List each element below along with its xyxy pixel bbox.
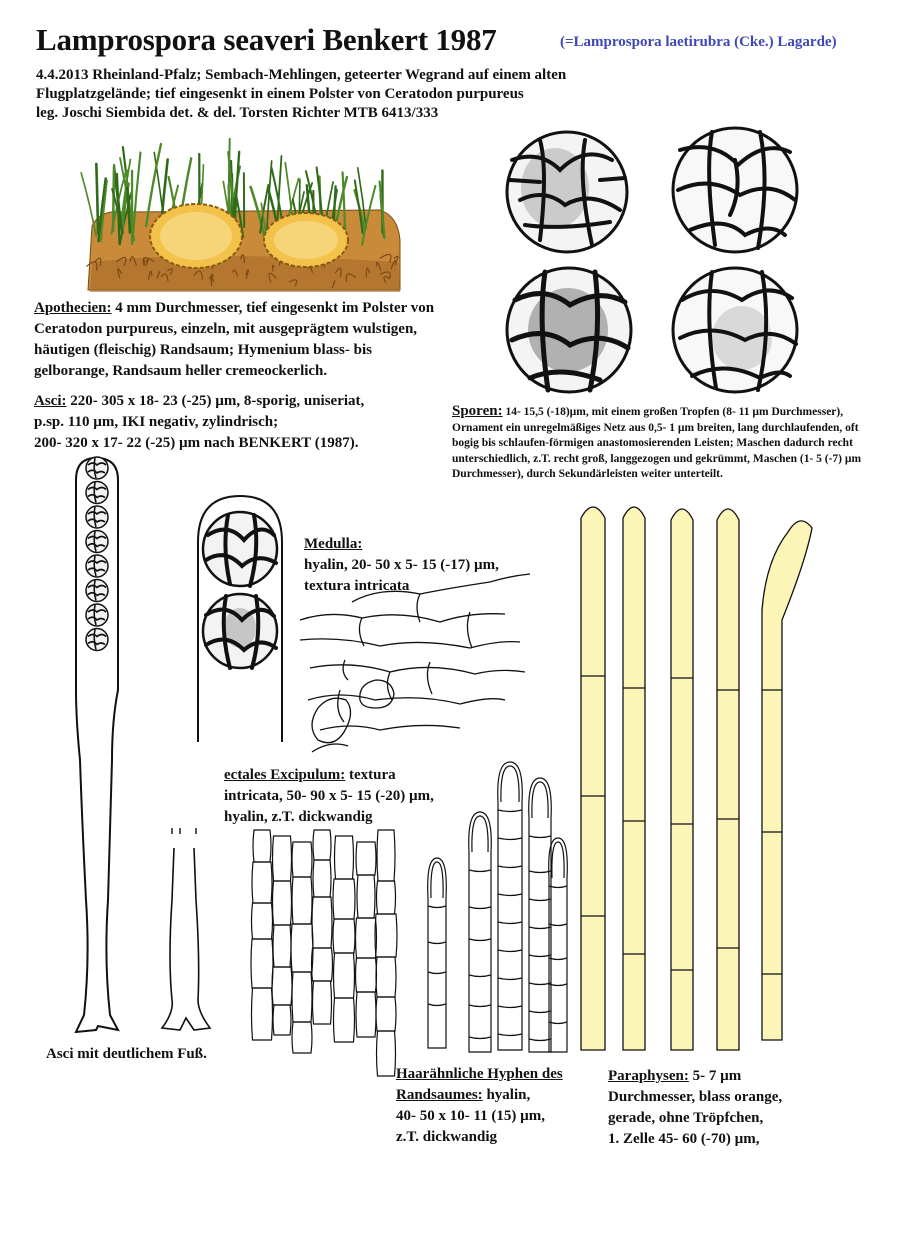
medulla-heading: Medulla: <box>304 536 363 552</box>
excipulum-cell-chain <box>272 836 292 1035</box>
moss-blade <box>223 182 231 235</box>
moss-blade <box>127 187 130 232</box>
moss-blade <box>122 170 127 232</box>
ascus-spore <box>203 594 277 668</box>
ascus-spore-small <box>86 506 108 528</box>
moss-blade <box>122 184 129 231</box>
moss-blade <box>117 174 120 243</box>
moss-blade <box>113 166 114 231</box>
excipulum-cell-chain <box>291 842 313 1053</box>
moss-blade <box>293 199 301 240</box>
moss-blade <box>232 174 233 243</box>
metadata-line: Flugplatzgelände; tief eingesenkt in einem Polster von Ceratodon purpureus <box>36 86 524 102</box>
haar-hyphen-description: Haarähnliche Hyphen des Randsaumes: hyalin, 40- 50 x 10- 11 (15) µm, z.T. dickwandig <box>396 1066 563 1145</box>
moss-blade <box>277 156 282 234</box>
moss-blade <box>146 144 161 226</box>
substrate-fiber <box>233 270 238 276</box>
substrate-fiber <box>246 270 249 279</box>
moss-blade <box>169 177 179 233</box>
moss-blade <box>332 177 347 244</box>
substrate-fiber <box>130 257 136 265</box>
substrate-fiber <box>308 264 312 272</box>
sporen-description: Sporen: 14- 15,5 (-18)µm, mit einem großen Tropfen (8- 11 µm Durchmesser), Ornament ein unregelmäßiges Netz aus 0,5- 1 µm breiten, lang durchlaufenden, oft bogig bis schlaufen-förmigen anastomosierenden Leisten; Maschen dadurch recht unterschiedlich, z.T. recht groß, langgezogen und gekrümmt, Maschen (1- 5 (-7) µm Durchmesser), durch Sekundärleisten weiter unterteilt. <box>452 403 862 480</box>
paraphysis <box>581 507 605 1050</box>
substrate-fiber <box>380 254 391 262</box>
apothecium-right <box>264 213 348 267</box>
paraphysis <box>623 507 645 1050</box>
substrate-fiber <box>285 259 292 267</box>
moss-blade <box>235 191 243 237</box>
moss-blade <box>322 182 333 244</box>
substrate-fiber <box>161 274 168 281</box>
moss-blade <box>123 147 132 235</box>
ascus-spore-small <box>86 580 108 602</box>
moss-blade <box>380 182 385 239</box>
substrate-fiber <box>143 258 154 266</box>
ascus-spore-small <box>86 482 108 504</box>
spore <box>507 268 631 392</box>
ascus-spore-small <box>86 604 108 626</box>
collection-metadata <box>36 66 566 123</box>
paraphysis <box>671 509 693 1050</box>
moss-blade <box>121 160 131 227</box>
substrate-fiber <box>87 262 97 270</box>
asci-heading: Asci: <box>34 393 67 409</box>
substrate-fiber <box>209 260 214 266</box>
moss-blade <box>299 179 300 229</box>
hair-hypha <box>498 762 523 1050</box>
moss-blade <box>115 178 121 227</box>
substrate-fiber <box>168 269 173 275</box>
moss-blade <box>234 152 239 237</box>
moss-blade <box>381 195 384 237</box>
moss-blade <box>330 190 337 240</box>
moss-blade <box>285 163 293 228</box>
substrate-fiber <box>335 268 341 276</box>
moss-blade <box>161 160 168 234</box>
substrate-fiber <box>210 274 213 282</box>
moss-blade <box>195 184 202 227</box>
apothecien-description: Apothecien: 4 mm Durchmesser, tief eingesenkt im Polster von Ceratodon purpureus, einzeln, mit ausgeprägtem wulstigen, häutigen (fleischig) Randsaum; Hymenium blass- bis gelborange, Randsaum heller cremeockerlich. <box>34 300 435 379</box>
moss-blade <box>343 172 345 229</box>
substrate-fiber <box>118 269 122 278</box>
substrate-fiber <box>323 259 325 267</box>
moss-blade <box>112 189 123 233</box>
substrate-fiber <box>194 271 202 279</box>
ascus-spore-small <box>86 629 108 651</box>
substrate-fiber <box>117 257 126 265</box>
substrate-fiber <box>95 258 101 265</box>
substrate-fiber <box>332 281 335 288</box>
paraphysis <box>762 521 812 1040</box>
moss-blade <box>166 186 178 241</box>
excipulum-cell-chain <box>375 830 397 1076</box>
moss-blade <box>200 165 203 246</box>
haar-heading: Haarähnliche Hyphen des <box>396 1066 563 1082</box>
moss-blade <box>120 158 134 241</box>
substrate-fiber <box>346 274 356 282</box>
moss-blade <box>228 152 235 231</box>
hair-hypha <box>529 778 552 1052</box>
moss-blade <box>294 192 304 243</box>
substrate-fiber <box>211 277 214 286</box>
moss-blade <box>154 152 165 232</box>
substrate-fiber <box>210 258 220 264</box>
moss-blade <box>231 161 234 245</box>
moss-blade <box>177 158 191 241</box>
spore <box>673 268 797 392</box>
moss-blade <box>268 189 279 233</box>
substrate-fiber <box>391 261 396 269</box>
moss-blade <box>101 180 107 241</box>
ascus-spore-small <box>86 531 108 553</box>
substrate-fiber <box>157 272 160 278</box>
moss-blade <box>306 171 320 239</box>
moss-blade <box>267 161 272 230</box>
substrate-fiber <box>144 258 145 265</box>
ascus-spore <box>203 512 277 586</box>
substrate-fiber <box>279 258 287 265</box>
spore <box>507 132 627 252</box>
substrate-fiber <box>149 271 152 279</box>
moss-blade <box>120 193 132 245</box>
asci-foot-caption: Asci mit deutlichem Fuß. <box>46 1046 207 1062</box>
moss-blade <box>355 180 363 232</box>
substrate-fiber <box>292 256 296 262</box>
substrate-fiber <box>381 272 391 278</box>
synonym-label: (=Lamprospora laetirubra (Cke.) Lagarde) <box>560 34 837 50</box>
substrate-fiber <box>198 259 207 265</box>
moss-blade <box>333 186 336 240</box>
moss-blade <box>285 178 298 233</box>
excipulum-cell-chain <box>356 842 377 1037</box>
ascus-spore-small <box>86 555 108 577</box>
hair-hypha <box>428 858 447 1048</box>
moss-blade <box>229 165 235 229</box>
substrate-fiber <box>289 280 296 286</box>
substrate-fiber <box>146 260 148 266</box>
substrate-fiber <box>241 255 245 263</box>
substrate-fiber <box>394 256 398 262</box>
moss-blade <box>133 152 140 233</box>
moss-blade <box>261 203 267 244</box>
moss-blade <box>317 167 323 227</box>
moss-blade <box>362 186 375 245</box>
moss-blade <box>320 177 322 242</box>
apothecien-heading: Apothecien: <box>34 300 112 316</box>
hair-hypha <box>469 812 492 1052</box>
excipulum-cell-chain <box>333 836 355 1042</box>
paraphysen-heading: Paraphysen: <box>608 1068 689 1084</box>
excipulum-cell-chain <box>312 830 333 1024</box>
moss-blade <box>228 185 231 227</box>
moss-blade <box>355 190 365 231</box>
moss-blade <box>271 168 283 228</box>
ascus-spore-small <box>86 457 108 479</box>
metadata-line: leg. Joschi Siembida det. & del. Torsten Richter MTB 6413/333 <box>36 105 439 121</box>
ectal-excipulum-description: ectales Excipulum: textura intricata, 50- 90 x 5- 15 (-20) µm, hyalin, z.T. dickwandig <box>224 767 434 825</box>
spore <box>673 128 797 252</box>
moss-blade <box>298 183 313 232</box>
substrate-fiber <box>377 262 381 270</box>
moss-blade <box>96 164 98 233</box>
medulla-description: Medulla: hyalin, 20- 50 x 5- 15 (-17) µm, textura intricata <box>304 536 499 594</box>
substrate-fiber <box>384 277 390 283</box>
substrate-fiber <box>366 268 369 276</box>
page-title: Lamprospora seaveri Benkert 1987 <box>36 22 497 57</box>
metadata-line: 4.4.2013 Rheinland-Pfalz; Sembach-Mehlingen, geteerter Wegrand auf einem alten <box>36 67 567 83</box>
moss-blade <box>307 185 311 238</box>
substrate-fiber <box>272 265 274 271</box>
apothecium-left <box>150 204 242 268</box>
moss-blade <box>260 185 268 233</box>
moss-blade <box>358 168 366 228</box>
asci-description: Asci: 220- 305 x 18- 23 (-25) µm, 8-sporig, uniseriat, p.sp. 110 µm, IKI negativ, zylindrisch; 200- 320 x 17- 22 (-25) µm nach BENKERT (1987). <box>34 393 365 451</box>
sporen-heading: Sporen: <box>452 403 503 419</box>
substrate-fiber <box>269 273 276 282</box>
moss-blade <box>114 165 121 229</box>
excipulum-cell-chain <box>251 830 273 1040</box>
moss-blade <box>112 170 127 233</box>
moss-blade <box>81 173 96 236</box>
substrate-fiber <box>203 260 212 269</box>
moss-blade <box>228 139 230 228</box>
hair-hypha <box>549 838 568 1052</box>
moss-blade <box>228 167 240 234</box>
moss-blade <box>251 187 264 236</box>
moss-blade <box>99 179 106 242</box>
ectal-heading: ectales Excipulum: <box>224 767 346 783</box>
paraphysen-description: Paraphysen: 5- 7 µm Durchmesser, blass orange, gerade, ohne Tröpfchen, 1. Zelle 45- 60 (-70) µm, <box>608 1068 783 1147</box>
paraphysis <box>717 509 739 1050</box>
